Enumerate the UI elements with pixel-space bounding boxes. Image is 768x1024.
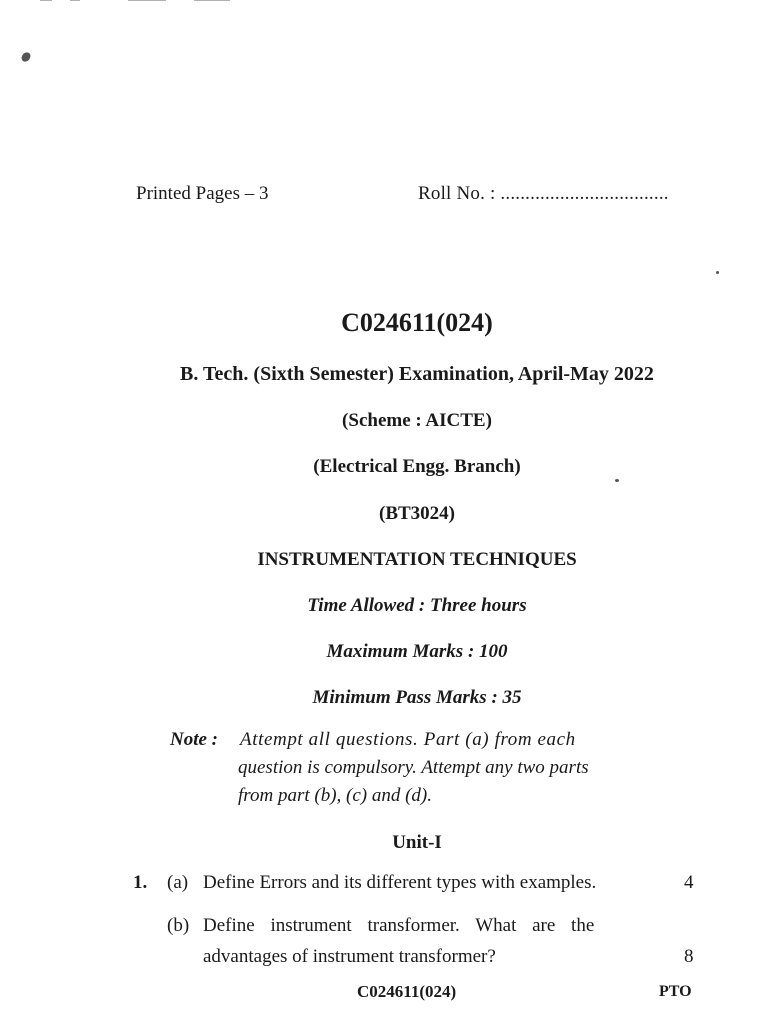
subject-title: INSTRUMENTATION TECHNIQUES	[257, 549, 577, 570]
scan-dot	[615, 479, 619, 482]
scan-mark	[40, 0, 52, 1]
part-b-text: Define instrument transformer. What are the	[203, 915, 595, 936]
part-label: (b)	[167, 915, 190, 936]
scan-mark	[70, 0, 80, 1]
subject-code: (BT3024)	[379, 503, 455, 524]
note-line: question is compulsory. Attempt any two parts	[238, 757, 589, 778]
part-a-text: Define Errors and its different types with examples.	[203, 872, 597, 893]
scan-dot	[716, 271, 719, 274]
exam-title: B. Tech. (Sixth Semester) Examination, April-May 2022	[180, 363, 654, 385]
note-line: Attempt all questions. Part (a) from each	[240, 729, 576, 750]
roll-number: Roll No. : ..................................	[418, 183, 669, 204]
part-b-marks: 8	[684, 946, 694, 967]
unit-heading: Unit-I	[392, 832, 442, 853]
scan-mark	[128, 0, 166, 1]
maximum-marks: Maximum Marks : 100	[326, 641, 508, 662]
branch: (Electrical Engg. Branch)	[313, 456, 521, 477]
part-label: (a)	[167, 872, 189, 893]
note-line: from part (b), (c) and (d).	[238, 785, 433, 806]
question-number: 1.	[133, 872, 148, 893]
time-allowed: Time Allowed : Three hours	[307, 595, 527, 616]
part-a-marks: 4	[684, 872, 694, 893]
scan-smudge	[20, 51, 33, 64]
footer-code: C024611(024)	[357, 982, 457, 1001]
footer-pto: PTO	[659, 983, 692, 1000]
part-b-text: advantages of instrument transformer?	[203, 946, 496, 967]
printed-pages: Printed Pages – 3	[136, 183, 269, 204]
minimum-pass-marks: Minimum Pass Marks : 35	[312, 687, 522, 708]
scan-mark	[194, 0, 230, 1]
note-label: Note :	[170, 729, 219, 750]
paper-code: C024611(024)	[341, 308, 493, 337]
scheme: (Scheme : AICTE)	[342, 410, 492, 431]
